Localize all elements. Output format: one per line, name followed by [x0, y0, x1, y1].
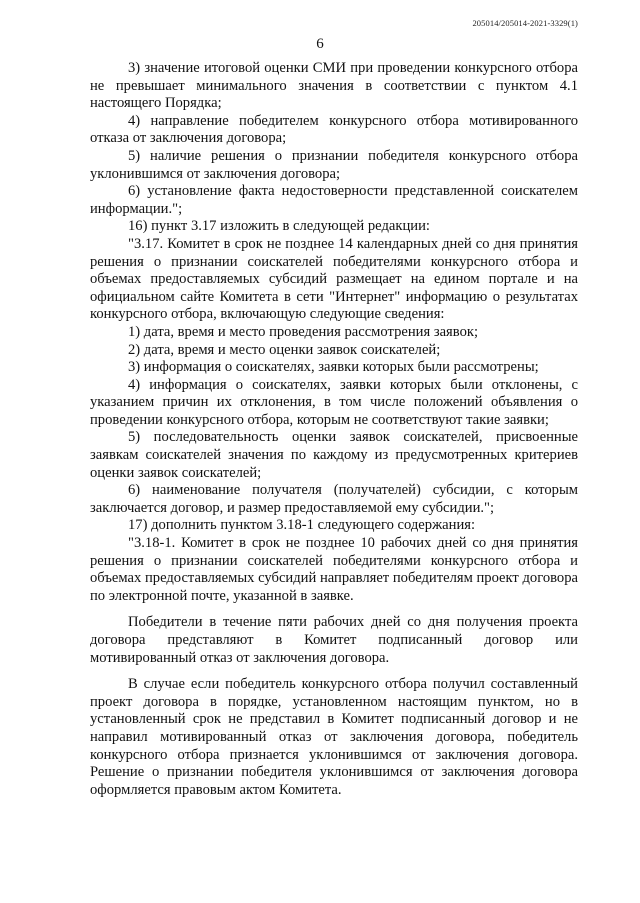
paragraph: В случае если победитель конкурсного отбора получил составленный проект договора в порядке, установленном настоящим пунктом, но в установленный срок не представил в Комитет подписанный договор и не направил мотивированный отказ от заключения договора, победитель конкурсного отбора признается уклонившимся от заключения договора. Решение о признании победителя уклонившимся от заключения договора оформляется правовым актом Комитета.	[90, 676, 578, 798]
paragraph: 5) наличие решения о признании победителя конкурсного отбора уклонившимся от заключения договора;	[90, 147, 578, 182]
paragraph: 17) дополнить пунктом 3.18-1 следующего содержания:	[128, 517, 476, 534]
paragraph: 6) установление факта недостоверности представленной соискателем информации.";	[90, 183, 578, 217]
paragraph: 1) дата, время и место проведения рассмотрения заявок;	[128, 323, 479, 340]
paragraph: "3.17. Комитет в срок не позднее 14 календарных дней со дня принятия решения о признании соискателей победителями конкурсного отбора и объемах предоставляемых субсидий размещает на едином портале и на официальном сайте Комитета в сети "Интернет" информацию о результатах конкурсного отбора, включающую следующие сведения:	[90, 235, 578, 323]
paragraph: 6) наименование получателя (получателей) субсидии, с которым заключается договор, и размер предоставляемой ему субсидии.";	[90, 482, 578, 516]
paragraph: 3) информация о соискателях, заявки которых были рассмотрены;	[128, 359, 539, 376]
paragraph: 2) дата, время и место оценки заявок соискателей;	[128, 341, 441, 358]
paragraph: "3.18-1. Комитет в срок не позднее 10 рабочих дней со дня принятия решения о признании соискателей победителями конкурсного отбора и объемах предоставляемых субсидий направляет победителям проект договора по электронной почте, указанной в заявке.	[90, 535, 578, 604]
document-body	[90, 60, 578, 799]
document-id: 205014/205014-2021-3329(1)	[472, 18, 578, 28]
paragraph: 16) пункт 3.17 изложить в следующей редакции:	[128, 218, 430, 235]
paragraph: 4) направление победителем конкурсного отбора мотивированного отказа от заключения договора;	[90, 112, 578, 147]
paragraph: Победители в течение пяти рабочих дней со дня получения проекта договора представляют в Комитет подписанный договор или мотивированный отказ от заключения договора.	[90, 614, 578, 666]
paragraph: 4) информация о соискателях, заявки которых были отклонены, с указанием причин их отклонения, в том числе положений объявления о проведении конкурсного отбора, которым не соответствуют такие заявки;	[90, 376, 578, 428]
page-number: 6	[316, 36, 324, 52]
paragraph: 3) значение итоговой оценки СМИ при проведении конкурсного отбора не превышает минимального значения в соответствии с пунктом 4.1 настоящего Порядка;	[90, 60, 578, 112]
paragraph: 5) последовательность оценки заявок соискателей, присвоенные заявкам соискателей значения по каждому из предусмотренных критериев оценки заявок соискателей;	[90, 429, 578, 481]
